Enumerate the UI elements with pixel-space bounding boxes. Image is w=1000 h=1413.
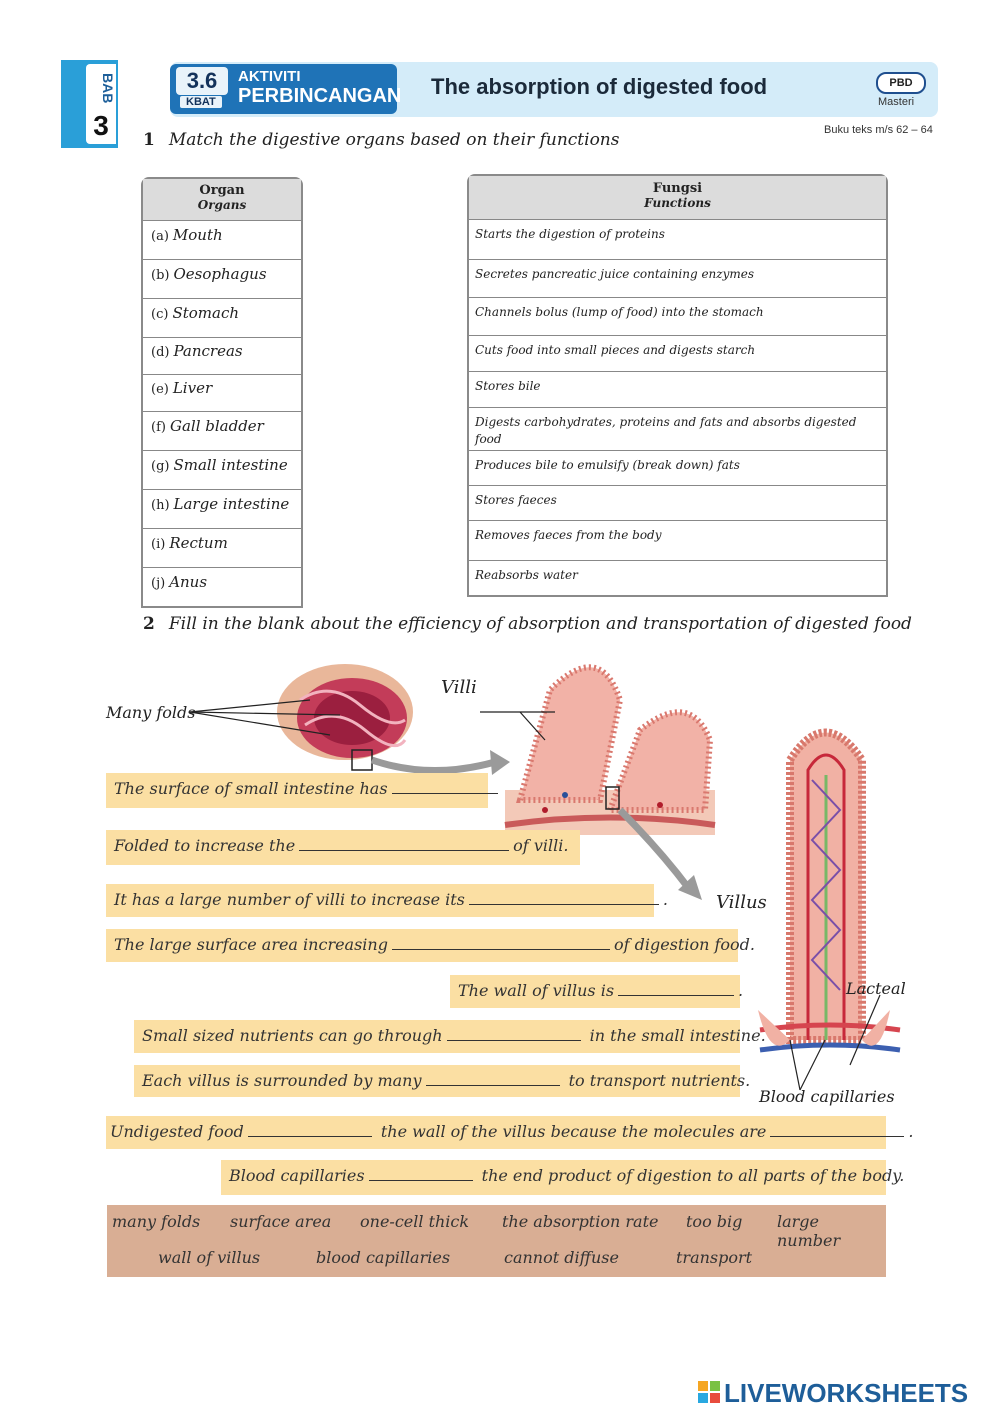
word-option[interactable]: many folds	[112, 1212, 201, 1231]
blank-6[interactable]	[447, 1020, 581, 1041]
fill-sentence-2	[106, 830, 580, 865]
fill-sentence-4	[106, 929, 755, 962]
sentence-5-text: The wall of villus is	[458, 981, 615, 1000]
sentence-2-text: Folded to increase the	[114, 836, 296, 855]
fill-sentence-7	[134, 1065, 751, 1097]
villus-label: Villus	[716, 892, 767, 913]
word-option[interactable]: blood capillaries	[316, 1248, 451, 1267]
fill-sentence-9	[221, 1160, 905, 1195]
blank-4[interactable]	[392, 929, 610, 950]
page-title: The absorption of digested food	[431, 74, 768, 99]
blank-8b[interactable]	[770, 1116, 904, 1137]
organ-letter: (c)	[151, 307, 169, 322]
organ-letter: (d)	[151, 345, 170, 360]
sentence-5-end: .	[738, 981, 744, 1000]
organ-letter: (i)	[151, 537, 166, 552]
word-bank	[107, 1205, 886, 1277]
functions-header-en: Functions	[644, 196, 711, 210]
many-folds-label: Many folds	[106, 703, 196, 722]
blood-capillaries-label: Blood capillaries	[759, 1087, 895, 1106]
sentence-4-text: The large surface area increasing	[114, 935, 388, 954]
word-option[interactable]: transport	[676, 1248, 753, 1267]
organ-name: Rectum	[169, 534, 228, 552]
function-text: Removes faeces from the body	[475, 528, 662, 542]
functions-header-ms: Fungsi	[652, 181, 703, 196]
textbook-reference: Buku teks m/s 62 – 64	[824, 124, 933, 136]
villi-label: Villi	[441, 677, 477, 698]
sentence-2-end: of villi.	[513, 836, 569, 855]
fill-sentence-5	[450, 975, 744, 1008]
organ-letter: (a)	[151, 229, 169, 244]
villi-illustration	[505, 667, 715, 835]
function-text: Secretes pancreatic juice containing enzymes	[475, 267, 755, 281]
blank-5[interactable]	[618, 975, 734, 996]
pbd-badge: PBD	[876, 72, 926, 94]
lacteal-label: Lacteal	[846, 979, 906, 998]
organ-letter: (e)	[151, 382, 169, 397]
sentence-8-end: .	[908, 1122, 914, 1141]
organ-name: Large intestine	[173, 495, 290, 513]
question-1-text: Match the digestive organs based on their functions	[168, 130, 620, 150]
word-option[interactable]: surface area	[230, 1212, 332, 1231]
blank-9[interactable]	[369, 1160, 473, 1181]
organ-name: Mouth	[172, 226, 223, 244]
blank-1[interactable]	[392, 773, 498, 794]
organ-letter: (f)	[151, 420, 166, 435]
kbat-label: KBAT	[180, 96, 222, 108]
villus-illustration	[758, 733, 900, 1051]
fill-sentence-8	[106, 1116, 914, 1149]
sentence-6-end: in the small intestine.	[589, 1026, 766, 1045]
word-option[interactable]: too big	[686, 1212, 743, 1231]
sentence-9-text: Blood capillaries	[229, 1166, 365, 1185]
word-option[interactable]: one-cell thick	[360, 1212, 470, 1231]
sentence-3-text: It has a large number of villi to increase its	[114, 890, 465, 909]
sentence-7-end: to transport nutrients.	[568, 1071, 751, 1090]
organ-name: Small intestine	[173, 456, 288, 474]
function-text: Digests carbohydrates, proteins and fats and absorbs digested food	[475, 415, 857, 446]
organs-header-en: Organs	[197, 198, 247, 212]
chapter-label: BAB	[100, 72, 116, 104]
organ-letter: (j)	[151, 576, 166, 591]
blank-7[interactable]	[426, 1065, 560, 1086]
liveworksheets-logo-icon	[698, 1381, 720, 1403]
organ-name: Oesophagus	[173, 265, 267, 283]
intestine-section-illustration	[277, 664, 413, 770]
chapter-number: 3	[93, 110, 109, 141]
sentence-7-text: Each villus is surrounded by many	[142, 1071, 422, 1090]
activity-line1: AKTIVITI	[238, 68, 301, 85]
sentence-4-end: of digestion food.	[613, 935, 755, 954]
word-option[interactable]: large number	[777, 1212, 841, 1250]
fill-sentence-6	[134, 1020, 766, 1053]
organ-name: Pancreas	[173, 342, 243, 360]
fill-sentence-3	[106, 884, 668, 917]
word-option[interactable]: wall of villus	[158, 1248, 261, 1267]
organ-letter: (h)	[151, 498, 170, 513]
activity-line2: PERBINCANGAN	[238, 85, 402, 107]
question-2-number: 2	[143, 614, 155, 634]
function-text: Channels bolus (lump of food) into the stomach	[475, 305, 764, 319]
organ-letter: (g)	[151, 459, 170, 474]
organ-name: Liver	[172, 379, 213, 397]
function-text: Stores faeces	[475, 493, 557, 507]
word-option[interactable]: the absorption rate	[502, 1212, 659, 1231]
organ-letter: (b)	[151, 268, 170, 283]
function-text: Cuts food into small pieces and digests starch	[475, 343, 756, 357]
liveworksheets-brand[interactable]: LIVEWORKSHEETS	[724, 1378, 969, 1408]
organs-header-ms: Organ	[199, 183, 245, 198]
organ-name: Gall bladder	[169, 417, 264, 435]
sentence-9-end: the end product of digestion to all parts of the body.	[481, 1166, 905, 1185]
question-2-text: Fill in the blank about the efficiency of absorption and transportation of digested food	[168, 614, 912, 634]
sentence-8-middle: the wall of the villus because the molecules are	[380, 1122, 767, 1141]
sentence-3-end: .	[662, 890, 668, 909]
organ-name: Anus	[169, 573, 208, 591]
activity-code: 3.6	[176, 67, 228, 95]
function-text: Starts the digestion of proteins	[475, 227, 665, 241]
sentence-1-text: The surface of small intestine has	[114, 779, 388, 798]
fill-sentence-1	[106, 773, 488, 808]
masteri-label: Masteri	[878, 96, 915, 108]
function-text: Reabsorbs water	[475, 568, 578, 582]
organ-name: Stomach	[172, 304, 239, 322]
sentence-8-text: Undigested food	[110, 1122, 244, 1141]
sentence-6-text: Small sized nutrients can go through	[142, 1026, 443, 1045]
word-option[interactable]: cannot diffuse	[504, 1248, 619, 1267]
blank-2[interactable]	[299, 830, 509, 851]
blank-8a[interactable]	[248, 1116, 372, 1137]
blank-3[interactable]	[469, 884, 659, 905]
function-text: Produces bile to emulsify (break down) fats	[475, 458, 740, 472]
question-1-number: 1	[143, 130, 155, 150]
function-text: Stores bile	[475, 379, 541, 393]
